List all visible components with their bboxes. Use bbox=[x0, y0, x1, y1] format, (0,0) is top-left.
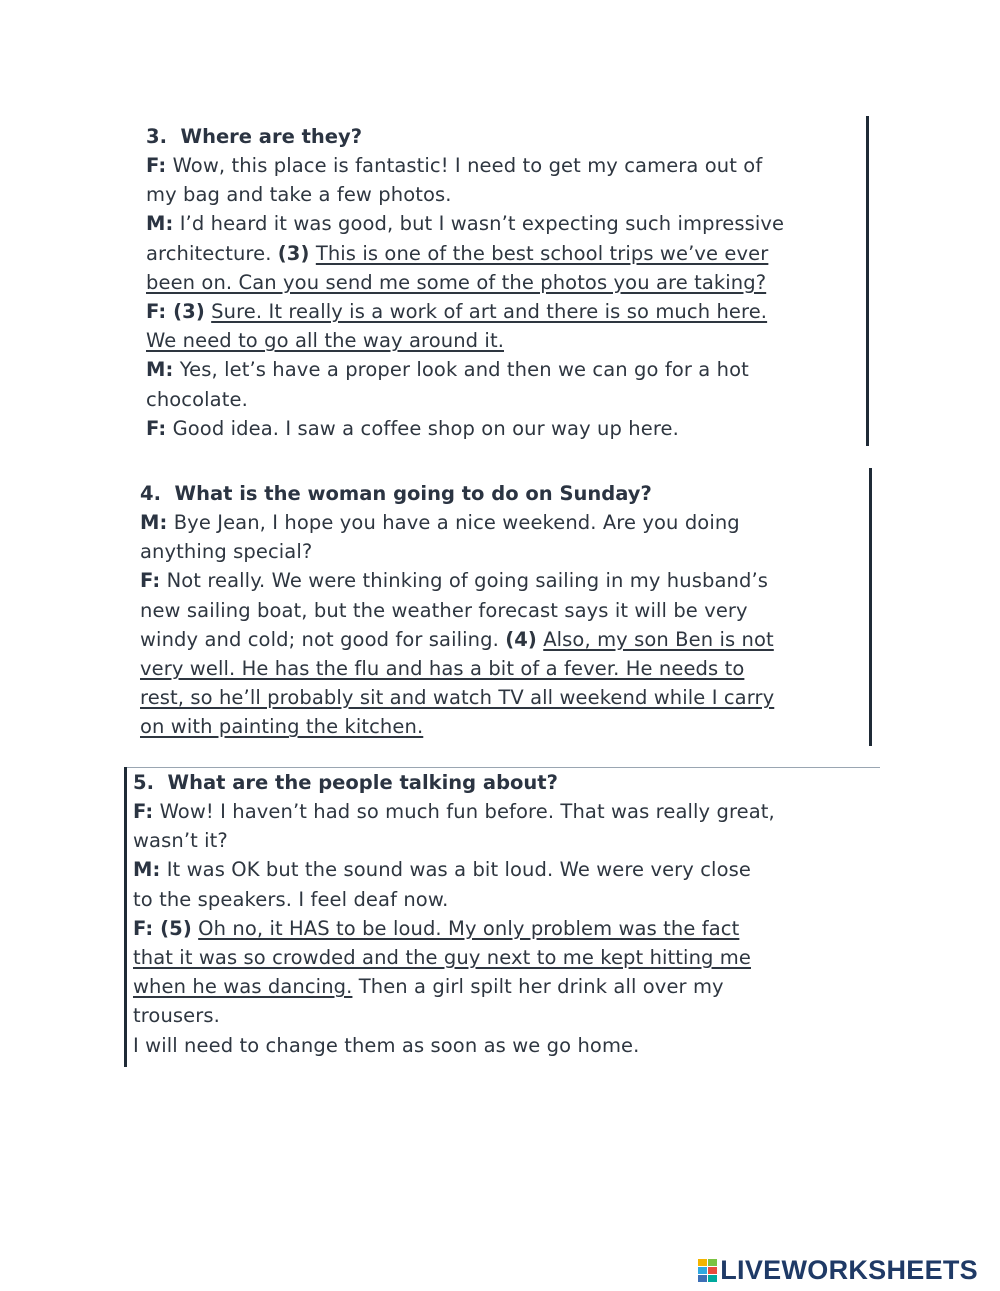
line-text: anything special? bbox=[140, 540, 313, 564]
question-title: 4. What is the woman going to do on Sunday? bbox=[140, 482, 652, 505]
line-text: (3) bbox=[277, 241, 310, 265]
dialogue-line bbox=[133, 914, 775, 943]
line-text: I will need to change them as soon as we go home. bbox=[133, 1033, 640, 1057]
line-text: Yes, let’s have a proper look and then we can go for a hot bbox=[173, 358, 749, 382]
line-text: Then a girl spilt her drink all over my bbox=[352, 975, 724, 999]
dialogue bbox=[146, 151, 784, 443]
dialogue-line bbox=[140, 712, 774, 741]
speaker-label: M: bbox=[133, 858, 161, 882]
speaker-label: M: bbox=[146, 212, 174, 236]
line-text: architecture. bbox=[146, 241, 278, 265]
line-text: Bye Jean, I hope you have a nice weekend. Are you doing bbox=[167, 511, 740, 534]
dialogue-line bbox=[133, 797, 775, 826]
section-5-top-border bbox=[124, 767, 880, 768]
line-text: windy and cold; not good for sailing. bbox=[140, 627, 506, 651]
section-3 bbox=[146, 122, 784, 443]
speaker-label: F: (3) bbox=[146, 300, 205, 324]
dialogue-line bbox=[146, 414, 784, 443]
dialogue-line bbox=[146, 385, 784, 414]
logo-square bbox=[698, 1259, 707, 1266]
dialogue-line bbox=[146, 326, 784, 355]
dialogue-line bbox=[140, 537, 774, 566]
dialogue-line bbox=[140, 654, 774, 683]
line-text: my bag and take a few photos. bbox=[146, 183, 452, 207]
underlined-answer: rest, so he’ll probably sit and watch TV all weekend while I carry bbox=[140, 686, 775, 710]
dialogue-line bbox=[133, 885, 775, 914]
dialogue-line bbox=[146, 355, 784, 384]
speaker-label: F: (5) bbox=[133, 916, 192, 940]
line-text: Not really. We were thinking of going sailing in my husband’s bbox=[160, 569, 769, 593]
logo-square bbox=[698, 1267, 707, 1274]
line-text: It was OK but the sound was a bit loud. We were very close bbox=[160, 858, 751, 882]
dialogue-line bbox=[133, 826, 775, 855]
logo-square bbox=[708, 1259, 717, 1266]
dialogue-line bbox=[133, 943, 775, 972]
underlined-answer: Also, my son Ben is not bbox=[543, 627, 774, 651]
underlined-answer: This is one of the best school trips we’ve ever bbox=[315, 241, 769, 265]
logo-text: LIVEWORKSHEETS bbox=[720, 1255, 978, 1285]
line-text: I’d heard it was good, but I wasn’t expecting such impressive bbox=[173, 212, 785, 236]
underlined-answer: been on. Can you send me some of the photos you are taking? bbox=[146, 270, 767, 294]
liveworksheets-logo[interactable] bbox=[698, 1255, 978, 1286]
dialogue bbox=[133, 797, 775, 1060]
line-text: chocolate. bbox=[146, 387, 248, 411]
question-title: 3. Where are they? bbox=[146, 125, 363, 148]
underlined-answer: We need to go all the way around it. bbox=[146, 329, 504, 353]
section-5-left-border bbox=[124, 767, 127, 1067]
dialogue-line bbox=[133, 1031, 775, 1060]
logo-square bbox=[708, 1267, 717, 1274]
dialogue-line bbox=[146, 268, 784, 297]
speaker-label: F: bbox=[140, 569, 161, 593]
section-5 bbox=[133, 768, 775, 1060]
logo-square bbox=[708, 1275, 717, 1282]
underlined-answer: that it was so crowded and the guy next to me kept hitting me bbox=[133, 946, 751, 970]
section-3-right-border bbox=[866, 116, 869, 446]
speaker-label: F: bbox=[133, 800, 154, 823]
section-4-right-border bbox=[869, 468, 872, 746]
dialogue-line bbox=[133, 1001, 775, 1030]
speaker-label: F: bbox=[146, 416, 167, 440]
underlined-answer: very well. He has the flu and has a bit of a fever. He needs to bbox=[140, 657, 745, 681]
dialogue-line bbox=[146, 151, 784, 180]
dialogue-line bbox=[140, 625, 774, 654]
underlined-answer: when he was dancing. bbox=[133, 975, 353, 999]
section-4 bbox=[140, 479, 774, 742]
dialogue-line bbox=[140, 566, 774, 595]
speaker-label: M: bbox=[146, 358, 174, 382]
logo-square bbox=[698, 1275, 707, 1282]
dialogue bbox=[140, 508, 774, 742]
line-text: trousers. bbox=[133, 1004, 220, 1028]
dialogue-line bbox=[146, 239, 784, 268]
dialogue-line bbox=[146, 297, 784, 326]
dialogue-line bbox=[133, 855, 775, 884]
line-text: (4) bbox=[505, 627, 537, 651]
dialogue-line bbox=[140, 683, 774, 712]
underlined-answer: Oh no, it HAS to be loud. My only problem was the fact bbox=[198, 916, 740, 940]
underlined-answer: Sure. It really is a work of art and there is so much here. bbox=[211, 300, 768, 324]
underlined-answer: on with painting the kitchen. bbox=[140, 715, 424, 739]
speaker-label: M: bbox=[140, 511, 168, 534]
logo-icon bbox=[698, 1259, 717, 1282]
dialogue-line bbox=[140, 596, 774, 625]
line-text: Good idea. I saw a coffee shop on our way up here. bbox=[166, 416, 679, 440]
question-title: 5. What are the people talking about? bbox=[133, 771, 558, 794]
speaker-label: F: bbox=[146, 154, 167, 177]
dialogue-line bbox=[146, 209, 784, 238]
dialogue-line bbox=[140, 508, 774, 537]
line-text: to the speakers. I feel deaf now. bbox=[133, 887, 449, 911]
line-text: new sailing boat, but the weather forecast says it will be very bbox=[140, 598, 748, 622]
line-text: wasn’t it? bbox=[133, 829, 228, 853]
dialogue-line bbox=[133, 972, 775, 1001]
line-text: Wow! I haven’t had so much fun before. That was really great, bbox=[153, 800, 775, 823]
line-text: Wow, this place is fantastic! I need to get my camera out of bbox=[166, 154, 763, 177]
dialogue-line bbox=[146, 180, 784, 209]
